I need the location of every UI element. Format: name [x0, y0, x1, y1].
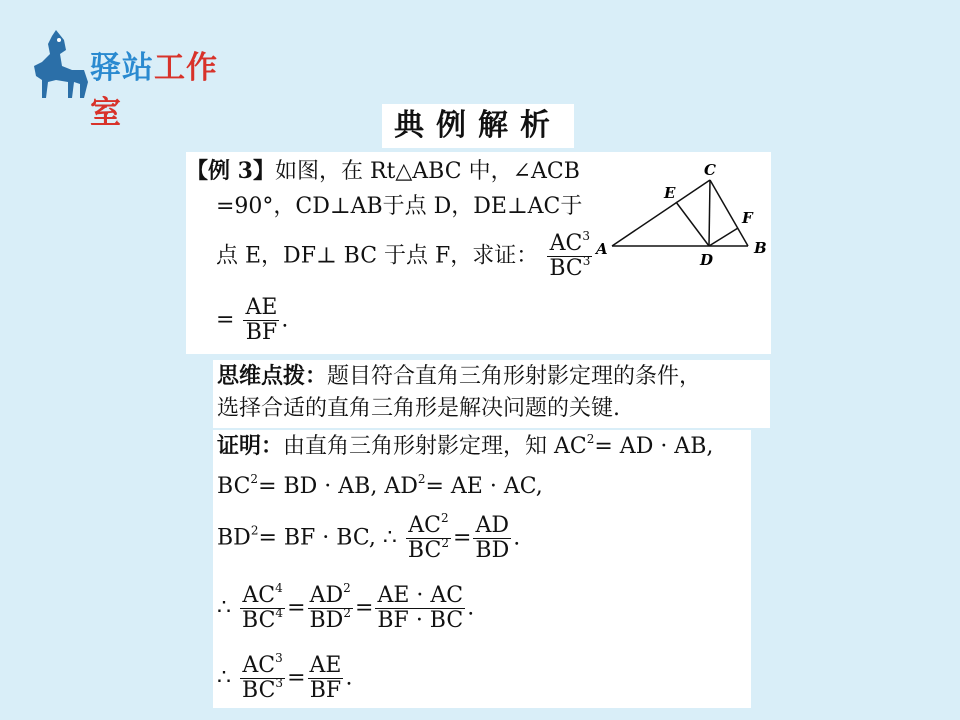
period: .: [345, 665, 353, 691]
proof-text: 由直角三角形射影定理，知 AC: [283, 434, 587, 459]
example-line-2: =90°，CD⊥AB于点 D，DE⊥AC于: [216, 194, 583, 219]
frac-num: AD: [309, 583, 344, 608]
segment-ac: [612, 180, 710, 246]
fraction: [240, 651, 285, 703]
hint-label: 思维点拨：: [217, 364, 328, 389]
frac-den: BC: [242, 608, 276, 633]
frac-num: AE: [245, 295, 278, 320]
label-f: F: [742, 209, 753, 227]
frac-num: AD: [473, 514, 511, 539]
fraction-ae-bf: [243, 296, 279, 345]
sup: 2: [250, 472, 259, 486]
example-tag: 【例 3】: [186, 158, 275, 184]
period: .: [467, 595, 475, 621]
equals-sign: =: [287, 665, 306, 691]
sup: 2: [441, 536, 449, 550]
proof-text: = AD · AB,: [594, 434, 714, 459]
frac-num: AC: [242, 583, 276, 608]
proof-label: 证明：: [217, 434, 284, 459]
logo-text-b: 工作室: [90, 50, 218, 131]
frac-den: BF: [245, 320, 278, 345]
fraction: [473, 514, 511, 563]
proof-text: BD: [217, 525, 251, 551]
frac-num: AC: [242, 653, 276, 678]
frac-den: BD: [309, 608, 344, 633]
sup: 4: [275, 606, 284, 620]
label-b: B: [754, 239, 767, 257]
sup: 2: [440, 511, 449, 525]
label-d: D: [700, 251, 714, 269]
therefore-sign: ∴: [217, 665, 231, 691]
fraction: [406, 511, 451, 563]
sup: 2: [250, 523, 259, 538]
proof-line-5: [217, 651, 353, 703]
frac-den: BF: [309, 678, 342, 703]
proof-line-3: [217, 511, 521, 563]
frac-den: BD: [475, 538, 510, 563]
equals-sign: =: [452, 525, 472, 551]
dog-logo-icon: [22, 26, 92, 106]
example-line-1: [186, 158, 580, 185]
logo-text-a: 驿站: [90, 50, 154, 86]
hint-text-1: 题目符合直角三角形射影定理的条件，: [327, 364, 702, 389]
frac-num: AC: [549, 231, 583, 256]
frac-num-sup: 3: [582, 229, 591, 243]
sup: 2: [417, 472, 426, 486]
period: .: [513, 525, 521, 551]
segment-de: [676, 202, 709, 246]
frac-den: BC: [407, 538, 442, 563]
proof-line-4: [217, 581, 475, 633]
fraction-ac3-bc3: [547, 229, 592, 281]
example-text-1: 如图，在 Rt△ABC 中，∠ACB: [274, 159, 580, 184]
label-e: E: [664, 184, 676, 202]
proof-text: = AE · AC,: [425, 474, 543, 499]
equals-sign: =: [287, 595, 306, 621]
hint-line-1: [217, 364, 701, 390]
proof-line-1: [217, 434, 713, 460]
segment-df: [709, 228, 738, 246]
proof-text: BC: [217, 474, 251, 499]
sup: 2: [343, 581, 351, 595]
frac-den: BC: [242, 678, 276, 703]
fraction: [375, 584, 465, 633]
frac-num: AE · AC: [375, 584, 465, 609]
sup: 3: [275, 676, 284, 690]
equals-sign: =: [216, 307, 235, 333]
frac-den: BC: [549, 256, 583, 281]
label-a: A: [596, 240, 608, 258]
example-line-4: [216, 296, 288, 345]
period: .: [281, 307, 289, 333]
frac-den: BF · BC: [377, 608, 464, 633]
example-text-3: 点 E，DF⊥ BC 于点 F，求证：: [216, 243, 539, 269]
sup: 2: [343, 606, 351, 620]
proof-text: = BF · BC, ∴: [258, 525, 397, 551]
frac-num: AE: [309, 653, 342, 678]
frac-den-sup: 3: [582, 254, 591, 268]
section-title: 典例解析: [382, 104, 574, 148]
proof-text: = BD · AB, AD: [258, 474, 418, 499]
fraction: [308, 654, 344, 703]
label-c: C: [704, 161, 716, 179]
therefore-sign: ∴: [217, 595, 231, 621]
example-line-3: [216, 229, 594, 281]
segment-cd: [709, 180, 710, 246]
hint-line-2: 选择合适的直角三角形是解决问题的关键.: [217, 396, 620, 421]
frac-num: AC: [408, 513, 441, 538]
logo: [22, 26, 232, 131]
proof-panel: [213, 430, 751, 708]
hint-panel: [213, 360, 770, 428]
triangle-figure: [588, 160, 770, 270]
sup: 3: [275, 651, 283, 665]
sup: 2: [586, 432, 595, 446]
proof-line-2: [217, 474, 543, 500]
logo-text: [90, 42, 232, 132]
fraction: [240, 581, 285, 633]
sup: 4: [275, 581, 283, 595]
equals-sign: =: [354, 595, 374, 621]
fraction: [308, 581, 353, 633]
